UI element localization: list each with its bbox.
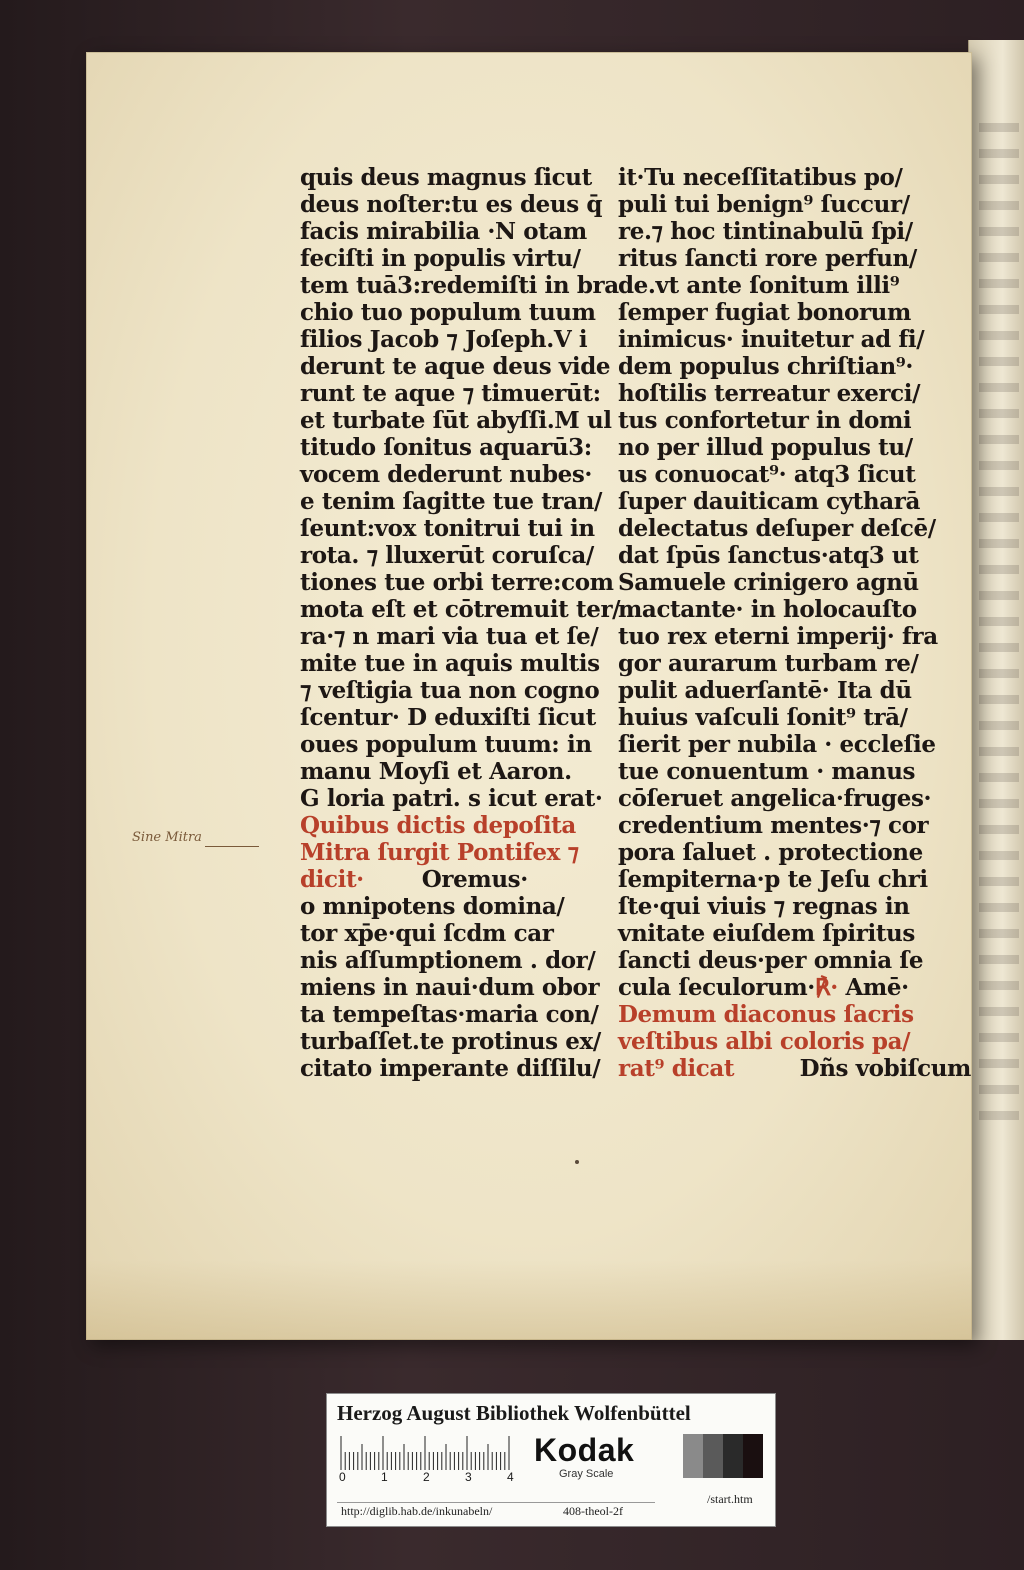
left_column-line-text: titudo ſonitus aquarū3: (300, 434, 592, 461)
right_column-line-text: ſempiterna·p te Jeſu chri (618, 866, 928, 893)
page-speck (575, 1160, 579, 1164)
right_column-line-text: credentium mentes·⁊ cor (618, 812, 929, 839)
right_column-line-text: ſancti deus·per omnia ſe (618, 947, 924, 974)
right_column-line (618, 677, 912, 704)
left_column-line-text: runt te aque ⁊ timuerūt: (300, 380, 601, 407)
left_column-line-text: tem tuā3:redemiſti in bra (300, 272, 619, 299)
right_column-line-text: dem populus chriſtian⁹· (618, 353, 914, 380)
right_column-line (618, 920, 915, 947)
right_column-line-text: no per illud populus tu/ (618, 434, 913, 461)
right_column-line (618, 434, 913, 461)
right_column-line (618, 515, 936, 542)
gray-swatch (723, 1434, 743, 1478)
left_column-line (300, 812, 580, 839)
left_column-line (300, 596, 621, 623)
right_column-line (618, 245, 917, 272)
left_column-line-text: G loria patri. s icut erat· (300, 785, 603, 812)
right_column-line-text: vnitate eiuſdem ſpiritus (618, 920, 915, 947)
left_column-line-text: Mitra ſurgit Pontifex ⁊ (300, 839, 579, 866)
scale-numbers (339, 1470, 529, 1486)
left_column-line-text: et turbate ſūt abyſſi.M ul (300, 407, 612, 434)
library-title: Herzog August Bibliothek Wolfenbüttel (337, 1401, 691, 1425)
right_column-line (618, 974, 909, 1001)
right_column-line-text: Demum diaconus ſacris (618, 1001, 914, 1028)
left_column-line (300, 623, 599, 650)
right_column-line (618, 407, 912, 434)
left-text-column (300, 164, 621, 1082)
left_column-line (300, 272, 619, 299)
left_column-line (300, 1055, 601, 1082)
left_column-line-text: miens in naui·dum obor (300, 974, 600, 1001)
left_column-line-text: tiones tue orbi terre:com (300, 569, 614, 596)
right_column-line (618, 731, 936, 758)
left_column-line-text: e tenim ſagitte tue tran/ (300, 488, 602, 515)
start-page-link: /start.htm (707, 1492, 753, 1506)
left_column-line-text: ta tempeſtas·maria con/ (300, 1001, 599, 1028)
right_column-line-text: puli tui benign⁹ ſuccur/ (618, 191, 910, 218)
scale-number: 2 (423, 1470, 430, 1484)
right-text-column (618, 164, 971, 1082)
right_column-line-text: ſte·qui viuis ⁊ regnas in (618, 893, 910, 920)
left_column-line (300, 461, 593, 488)
right_column-line (618, 191, 910, 218)
right_column-line (618, 947, 924, 974)
left_column-line-text: oues populum tuum: in (300, 731, 592, 758)
left_column-line (300, 650, 600, 677)
right_column-line (618, 704, 908, 731)
left_column-line-text: tor xp̄e·qui ſcdm car (300, 920, 554, 947)
left_column-line-text: ⁊ veſtigia tua non cogno (300, 677, 600, 704)
right_column-line-text: ſierit per nubila · eccleſie (618, 731, 936, 758)
right_column-line-text: dat ſpūs ſanctus·atq3 ut (618, 542, 919, 569)
right_column-line-text: us conuocat⁹· atq3 ſicut (618, 461, 916, 488)
right_column-line-text: veſtibus albi coloris pa/ (618, 1028, 911, 1055)
right_column-line (618, 812, 929, 839)
kodak-logo: Kodak (534, 1432, 635, 1468)
right_column-line-text: tue conuentum · manus (618, 758, 916, 785)
left_column-line-text: ſeunt:vox tonitrui tui in (300, 515, 595, 542)
left_column-line-text: ſcentur· D eduxiſti ſicut (300, 704, 596, 731)
left_column-line (300, 839, 580, 866)
gray-swatches (683, 1434, 763, 1478)
gray-swatch (683, 1434, 703, 1478)
right_column-line (618, 488, 920, 515)
right_column-line-text: huius vaſculi ſonit⁹ trā/ (618, 704, 908, 731)
left_column-line-text: mite tue in aquis multis (300, 650, 600, 677)
left_column-line-text: nis aſſumptionem . dor/ (300, 947, 596, 974)
response-sign: ℟· (814, 974, 838, 1001)
left_column-line (300, 731, 592, 758)
left_column-line (300, 920, 580, 947)
right_column-line-text: pora ſaluet . protectione (618, 839, 923, 866)
left_column-line (300, 1001, 599, 1028)
right_column-line-text: ſemper fugiat bonorum (618, 299, 911, 326)
right_column-line (618, 299, 911, 326)
left_column-line (300, 245, 580, 272)
right_column-line (618, 650, 919, 677)
right_column-line-text: tus confortetur in domi (618, 407, 912, 434)
right_column-line (618, 218, 913, 245)
left_column-line (300, 434, 592, 461)
left_column-line (300, 326, 588, 353)
left_column-line (300, 974, 600, 1001)
left_column-line-text: feciſti in populis virtu/ (300, 245, 581, 272)
right_column-line-text: Samuele crinigero agnū (618, 569, 919, 596)
left_column-line (300, 866, 580, 893)
left_column-line-tail: Oremus· (421, 866, 528, 893)
right_column-line-text: inimicus· inuitetur ad fi/ (618, 326, 925, 353)
right_column-line (618, 839, 923, 866)
right_column-line-text: de.vt ante ſonitum illi⁹ (618, 272, 900, 299)
right_column-line-tail: Dñs vobiſcum (792, 1055, 971, 1082)
right_column-line-text: gor aurarum turbam re/ (618, 650, 919, 677)
facing-page-text-ghost (979, 120, 1019, 1120)
shelfmark-reference: 408-theol-2f (563, 1504, 623, 1518)
right_column-line (618, 542, 919, 569)
left_column-line-text: filios Jacob ⁊ Joſeph.V i (300, 326, 588, 353)
left_column-line (300, 515, 595, 542)
right_column-line (618, 893, 910, 920)
right_column-line-text: tuo rex eterni imperij· fra (618, 623, 938, 650)
left_column-line (300, 758, 580, 785)
left_column-line-text: quis deus magnus ſicut (300, 164, 592, 191)
right_column-line (618, 380, 921, 407)
left_column-line-text: manu Moyſi et Aaron. (300, 758, 572, 785)
left_column-line (300, 569, 614, 596)
left_column-line (300, 218, 587, 245)
right_column-line-text: it·Tu neceſſitatibus po/ (618, 164, 903, 191)
gray-swatch (743, 1434, 763, 1478)
digital-library-url: http://diglib.hab.de/inkunabeln/ (341, 1504, 493, 1518)
left_column-line-text: citato imperante diſſilu/ (300, 1055, 601, 1082)
left_column-line (300, 488, 602, 515)
right_column-line (618, 758, 916, 785)
left_column-line-text: turbaſſet.te protinus ex/ (300, 1028, 601, 1055)
right_column-line (618, 1001, 914, 1028)
marginal-note: Sine Mitra (132, 830, 202, 845)
gray-scale-label: Gray Scale (559, 1468, 614, 1480)
right_column-line (618, 353, 914, 380)
right_column-line (618, 326, 925, 353)
left_column-line (300, 704, 596, 731)
measurement-scale (339, 1434, 519, 1470)
left_column-line-text: o mnipotens domina/ (300, 893, 565, 920)
right_column-line-text: mactante· in holocauſto (618, 596, 917, 623)
right_column-line-text: re.⁊ hoc tintinabulū ſpi/ (618, 218, 913, 245)
right_column-line-text: cōſeruet angelica·fruges· (618, 785, 932, 812)
right_column-line-text: pulit aduerſantē· Ita dū (618, 677, 912, 704)
gray-swatch (703, 1434, 723, 1478)
left_column-line-text: Quibus dictis depoſita (300, 812, 576, 839)
left_column-line-text: chio tuo populum tuum (300, 299, 596, 326)
left_column-line (300, 893, 580, 920)
right_column-line (618, 596, 917, 623)
left_column-line-text: deus noſter:tu es deus q̄ (300, 191, 603, 218)
left_column-line (300, 299, 596, 326)
right_column-line (618, 623, 938, 650)
right_column-line-text: ritus ſancti rore perfun/ (618, 245, 917, 272)
left_column-line (300, 380, 601, 407)
left_column-line (300, 164, 592, 191)
right_column-line (618, 785, 932, 812)
right_column-line (618, 866, 928, 893)
left_column-line (300, 947, 596, 974)
color-target-card (326, 1393, 776, 1527)
left_column-line-text: dicit· (300, 866, 364, 893)
right_column-line-text: hoſtilis terreatur exerci/ (618, 380, 921, 407)
right_column-line-text: rat⁹ dicat (618, 1055, 735, 1082)
facing-page-edge (968, 40, 1024, 1340)
left_column-line-text: mota eſt et cōtremuit ter/ (300, 596, 621, 623)
page-stain (86, 1260, 972, 1340)
right_column-line-text: delectatus deſuper deſcē/ (618, 515, 936, 542)
left_column-line (300, 542, 594, 569)
right_column-line (618, 1055, 971, 1082)
right_column-line-text: ſuper dauiticam cytharā (618, 488, 920, 515)
left_column-line-text: rota. ⁊ lluxerūt coruſca/ (300, 542, 594, 569)
marginal-note-stroke (205, 846, 259, 847)
right_column-line (618, 569, 919, 596)
url-underline (337, 1502, 655, 1503)
scale-number: 0 (339, 1470, 346, 1484)
left_column-line-text: vocem dederunt nubes· (300, 461, 593, 488)
left_column-line-text: ra·⁊ n mari via tua et ſe/ (300, 623, 599, 650)
left_column-line (300, 407, 612, 434)
left_column-line (300, 785, 603, 812)
left_column-line (300, 191, 603, 218)
right_column-line (618, 272, 900, 299)
right_column-line (618, 461, 916, 488)
left_column-line-text: derunt te aque deus vide (300, 353, 611, 380)
right_column-line-tail: Amē· (837, 974, 909, 1001)
right_column-line (618, 1028, 911, 1055)
scale-number: 1 (381, 1470, 388, 1484)
right_column-line-text: cula ſeculorum· (618, 974, 815, 1001)
left_column-line (300, 677, 600, 704)
left_column-line (300, 353, 611, 380)
scale-number: 4 (507, 1470, 514, 1484)
right_column-line (618, 164, 903, 191)
left_column-line (300, 1028, 601, 1055)
scale-number: 3 (465, 1470, 472, 1484)
left_column-line-text: facis mirabilia ·N otam (300, 218, 587, 245)
